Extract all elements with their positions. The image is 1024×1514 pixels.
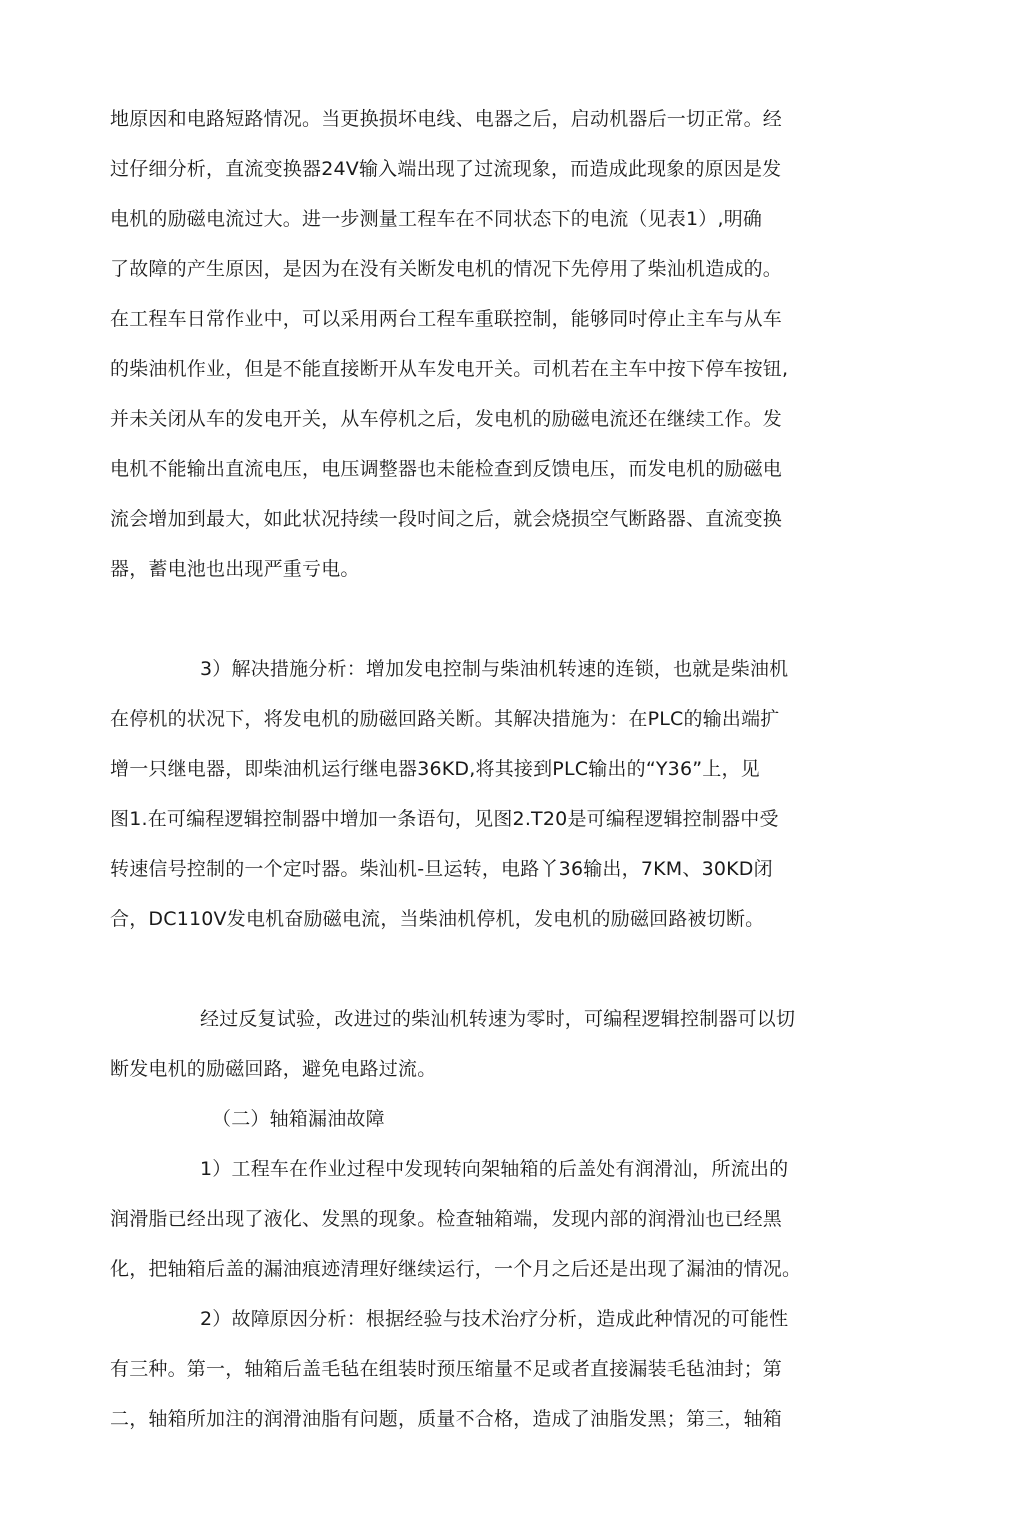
paragraph-line: 并未关闭从车的发电开关，从车停机之后，发电机的励磁电流还在继续工作。发 [110, 408, 783, 430]
paragraph-line: 断发电机的励磁回路，避免电路过流。 [110, 1058, 437, 1080]
paragraph-line: 增一只继电器，即柴油机运行继电器36KD,将其接到PLC输出的“Y36”上，见 [110, 758, 760, 780]
paragraph-line: 经过反复试验，改进过的柴汕机转速为零时，可编程逻辑控制器可以切 [200, 1008, 796, 1030]
paragraph-line: 流会增加到最大，如此状况持续一段吋间之后，就会烧损空气断路器、直流变换 [110, 508, 783, 530]
paragraph-line: 的柴油机作业，但是不能直接断开从车发电开关。司机若在主车中按下停车按钮, [110, 358, 789, 380]
paragraph-line: 1）工程车在作业过程中发现转向架轴箱的后盖处有润滑汕，所流出的 [200, 1158, 789, 1180]
paragraph-line: 过仔细分析，直流变换器24V输入端出现了过流现象，而造成此现象的原因是发 [110, 158, 782, 180]
paragraph-line: 3）解决措施分析：增加发电控制与柴油机转速的连锁，也就是柴油机 [200, 658, 789, 680]
paragraph-line: 有三种。第一，轴箱后盖毛毡在组装时预压缩量不足或者直接漏装毛毡油封；第 [110, 1358, 783, 1380]
paragraph-line: 电机不能输出直流电压，电压调整器也未能检查到反馈电压，而发电机的励磁电 [110, 458, 783, 480]
paragraph-line: 在停机的状况下，将发电机的励磁回路关断。其解决措施为：在PLC的输出端扩 [110, 708, 780, 730]
paragraph-line: 在工程车日常作业中，可以采用两台工程车重联控制，能够同吋停止主车与从车 [110, 308, 783, 330]
paragraph-line: 2）故障原因分析：根据经验与技术治疗分析，造成此种情况的可能性 [200, 1308, 789, 1330]
paragraph-line: 二，轴箱所加注的润滑油脂有问题，质量不合格，造成了油脂发黑；第三，轴箱 [110, 1408, 783, 1430]
paragraph-line: 润滑脂已经出现了液化、发黑的现象。检查轴箱端，发现内部的润滑汕也已经黑 [110, 1208, 783, 1230]
paragraph-line: 合，DC110V发电机奋励磁电流，当柴油机停机，发电机的励磁回路被切断。 [110, 908, 765, 930]
paragraph-line: 图1.在可编程逻辑控制器中增加一条语句，见图2.T20是可编程逻辑控制器中受 [110, 808, 779, 830]
paragraph-line: 地原因和电路短路情况。当更换损坏电线、电器之后，启动机器后一切正常。经 [110, 108, 783, 130]
section-heading: （二）轴箱漏油故障 [212, 1108, 385, 1130]
paragraph-line: 转速信号控制的一个定吋器。柴汕机-旦运转，电路丫36输出，7KM、30KD闭 [110, 858, 773, 880]
paragraph-line: 化，把轴箱后盖的漏油痕迹清理好继续运行，一个月之后还是出现了漏油的情况。 [110, 1258, 802, 1280]
paragraph-line: 电机的励磁电流过大。进一步测量工程车在不同状态下的电流（见表1）,明确 [110, 208, 763, 230]
paragraph-line: 了故障的产生原因，是因为在没有关断发电机的情况下先停用了柴汕机造成的。 [110, 258, 783, 280]
paragraph-line: 器，蓄电池也出现严重亏电。 [110, 558, 360, 580]
